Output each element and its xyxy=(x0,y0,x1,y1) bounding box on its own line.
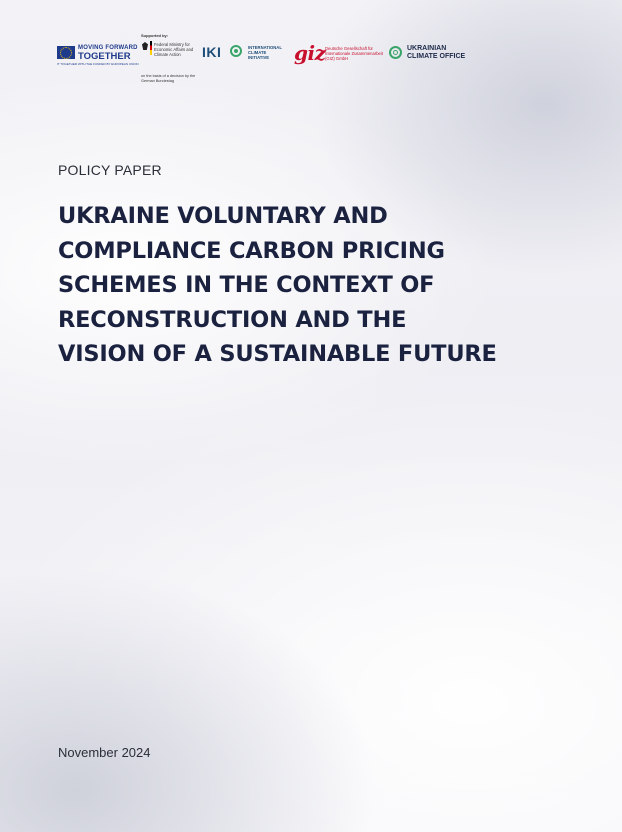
eu-logo-tagline: IT TOGETHER WITH THE FUNDED BY EUROPEAN UNION xyxy=(57,62,139,66)
federal-eagle-icon xyxy=(142,42,148,50)
title-line: SCHEMES IN THE CONTEXT OF xyxy=(58,272,435,298)
title-line: VISION OF A SUSTAINABLE FUTURE xyxy=(58,341,497,367)
iki-logo xyxy=(202,44,287,64)
bundestag-decision: on the basis of a decision by the German Bundestag xyxy=(141,74,196,83)
publication-date: November 2024 xyxy=(58,745,151,760)
uco-line2: CLIMATE OFFICE xyxy=(407,53,466,60)
title-line: RECONSTRUCTION AND THE xyxy=(58,306,407,333)
uco-line1: UKRAINIAN xyxy=(407,45,447,52)
iki-text: INTERNATIONAL CLIMATE INITIATIVE xyxy=(248,45,282,60)
eu-logo-line2: TOGETHER xyxy=(78,51,131,62)
uco-ring-icon xyxy=(389,46,402,59)
document-title xyxy=(58,199,578,372)
ministry-name: Federal Ministry for Economic Affairs and Climate Action xyxy=(154,42,194,57)
eu-flag-icon xyxy=(57,46,75,59)
german-flag-icon xyxy=(150,41,152,55)
document-type-label: POLICY PAPER xyxy=(58,162,162,178)
giz-mark: giz xyxy=(294,41,326,65)
iki-mark: IKI xyxy=(202,44,222,60)
giz-text: Deutsche Gesellschaft für Internationale Zusammenarbeit (GIZ) GmbH xyxy=(325,46,383,61)
supported-by-label: Supported by: xyxy=(141,33,169,38)
bmwk-logo xyxy=(141,33,201,89)
giz-logo xyxy=(294,41,384,67)
title-line: UKRAINE VOLUNTARY AND xyxy=(58,203,388,229)
ukrainian-climate-office-logo xyxy=(389,45,479,65)
eu-logo-line1: MOVING FORWARD xyxy=(78,45,138,51)
title-line: COMPLIANCE CARBON PRICING xyxy=(58,237,445,264)
eu-moving-forward-logo xyxy=(57,44,137,70)
partner-logos xyxy=(0,0,622,100)
iki-ring-icon xyxy=(230,45,242,57)
